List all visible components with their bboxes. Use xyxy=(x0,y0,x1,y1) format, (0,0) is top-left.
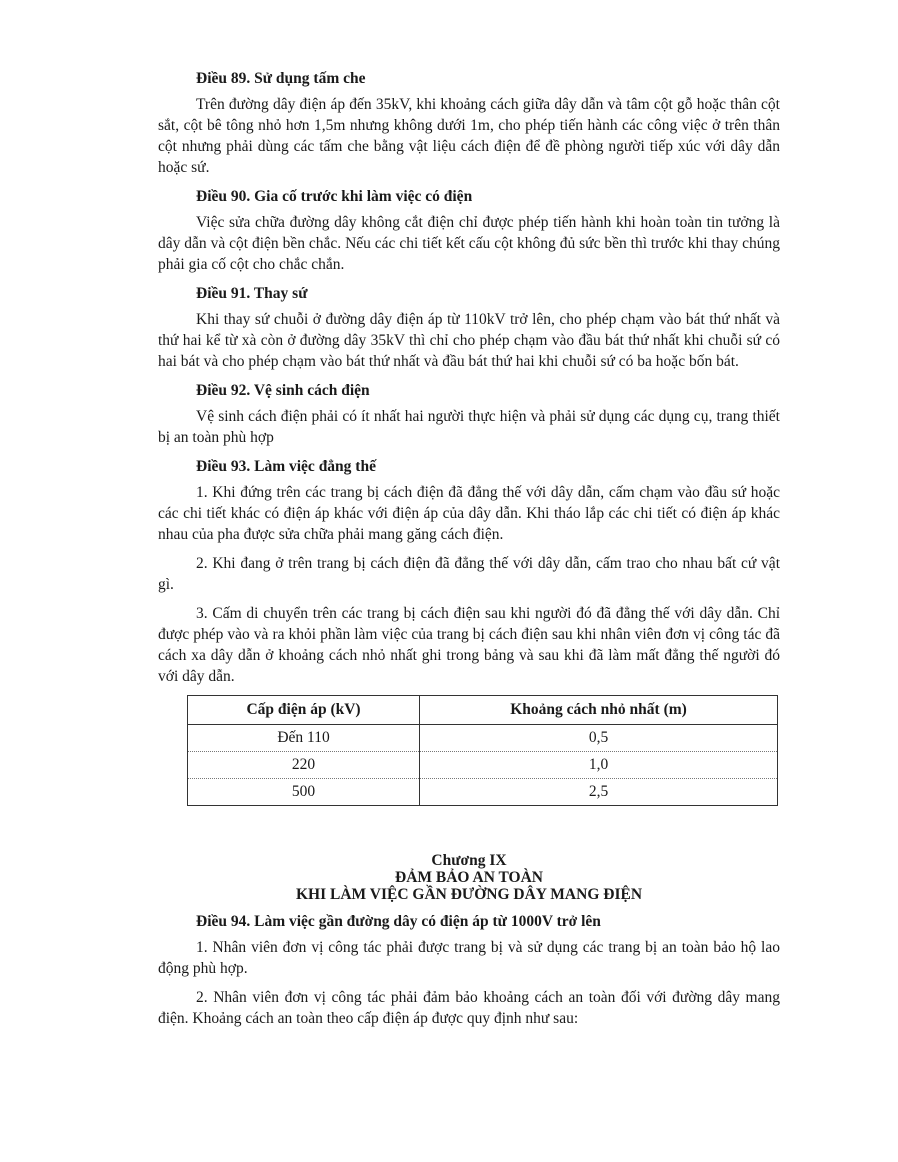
article-heading: Điều 93. Làm việc đẳng thế xyxy=(196,458,376,475)
article-paragraph: Khi thay sứ chuỗi ở đường dây điện áp từ 110kV trở lên, cho phép chạm vào bát thứ nhất và thứ hai kể từ xà còn ở đường dây 35kV thì chỉ cho phép chạm vào đầu bát thứ nhất khi chuỗi sứ có hai bát và cho phép chạm vào bát thứ nhất và đầu bát thứ hai khi chuỗi sứ có ba hoặc bốn bát. xyxy=(158,311,780,370)
article-heading: Điều 90. Gia cố trước khi làm việc có điện xyxy=(196,188,473,205)
table-cell: 500 xyxy=(188,779,420,806)
chapter-title-line-1: ĐẢM BẢO AN TOÀN xyxy=(395,869,543,886)
article-heading: Điều 92. Vệ sinh cách điện xyxy=(196,382,370,399)
article-heading: Điều 91. Thay sứ xyxy=(196,285,308,302)
table-row xyxy=(188,752,778,779)
table-cell: 220 xyxy=(188,752,420,779)
article-90 xyxy=(158,186,780,275)
article-92 xyxy=(158,380,780,448)
chapter-title xyxy=(158,852,780,903)
article-91 xyxy=(158,283,780,372)
table-cell: 2,5 xyxy=(420,779,778,806)
column-header-voltage: Cấp điện áp (kV) xyxy=(188,696,420,725)
chapter-title-line-2: KHI LÀM VIỆC GẦN ĐƯỜNG DÂY MANG ĐIỆN xyxy=(295,886,643,903)
distance-table xyxy=(187,695,778,806)
column-header-distance: Khoảng cách nhỏ nhất (m) xyxy=(420,696,778,725)
article-paragraph: 2. Nhân viên đơn vị công tác phải đảm bảo khoảng cách an toàn đối với đường dây mang điện. Khoảng cách an toàn theo cấp điện áp được quy định như sau: xyxy=(158,989,780,1027)
article-paragraph: 1. Nhân viên đơn vị công tác phải được trang bị và sử dụng các trang bị an toàn bảo hộ lao động phù hợp. xyxy=(158,939,780,977)
table-header-row xyxy=(188,696,778,725)
article-paragraph: 1. Khi đứng trên các trang bị cách điện đã đẳng thế với dây dẫn, cấm chạm vào đầu sứ hoặc các chi tiết khác có điện áp khác với điện áp của dây dẫn. Khi tháo lắp các chi tiết có điện áp khác nhau của pha được sửa chữa phải mang găng cách điện. xyxy=(158,484,780,543)
table-cell: 1,0 xyxy=(420,752,778,779)
table-cell: 0,5 xyxy=(420,725,778,752)
article-heading: Điều 89. Sử dụng tấm che xyxy=(196,70,366,87)
article-89 xyxy=(158,68,780,178)
document-page xyxy=(158,68,780,1037)
article-94 xyxy=(158,911,780,1029)
article-paragraph: Việc sửa chữa đường dây không cắt điện chỉ được phép tiến hành khi hoàn toàn tin tưởng là dây dẫn và cột điện bền chắc. Nếu các chi tiết kết cấu cột không đủ sức bền thì trước khi thay chúng phải gia cố cột cho chắc chắn. xyxy=(158,214,780,273)
article-paragraph: Vệ sinh cách điện phải có ít nhất hai người thực hiện và phải sử dụng các dụng cụ, trang thiết bị an toàn phù hợp xyxy=(158,408,780,446)
article-paragraph: 3. Cấm di chuyển trên các trang bị cách điện sau khi người đó đã đẳng thế với dây dẫn. Chỉ được phép vào và ra khỏi phần làm việc của trang bị cách điện sau khi nhân viên đơn vị công tác đã cách xa dây dẫn ở khoảng cách nhỏ nhất ghi trong bảng và sau khi đã làm mất đẳng thế người đó với dây dẫn. xyxy=(158,605,780,685)
table-cell: Đến 110 xyxy=(188,725,420,752)
article-paragraph: Trên đường dây điện áp đến 35kV, khi khoảng cách giữa dây dẫn và tâm cột gỗ hoặc thân cột sắt, cột bê tông nhỏ hơn 1,5m nhưng không dưới 1m, cho phép tiến hành các công việc ở trên thân cột nhưng phải dùng các tấm che bằng vật liệu cách điện để đề phòng người tiếp xúc với dây dẫn hoặc sứ. xyxy=(158,96,780,176)
article-heading: Điều 94. Làm việc gần đường dây có điện áp từ 1000V trở lên xyxy=(196,913,601,930)
chapter-number: Chương IX xyxy=(431,852,507,869)
table-row xyxy=(188,779,778,806)
table-row xyxy=(188,725,778,752)
article-93 xyxy=(158,456,780,687)
article-paragraph: 2. Khi đang ở trên trang bị cách điện đã đẳng thế với dây dẫn, cấm trao cho nhau bất cứ vật gì. xyxy=(158,555,780,593)
